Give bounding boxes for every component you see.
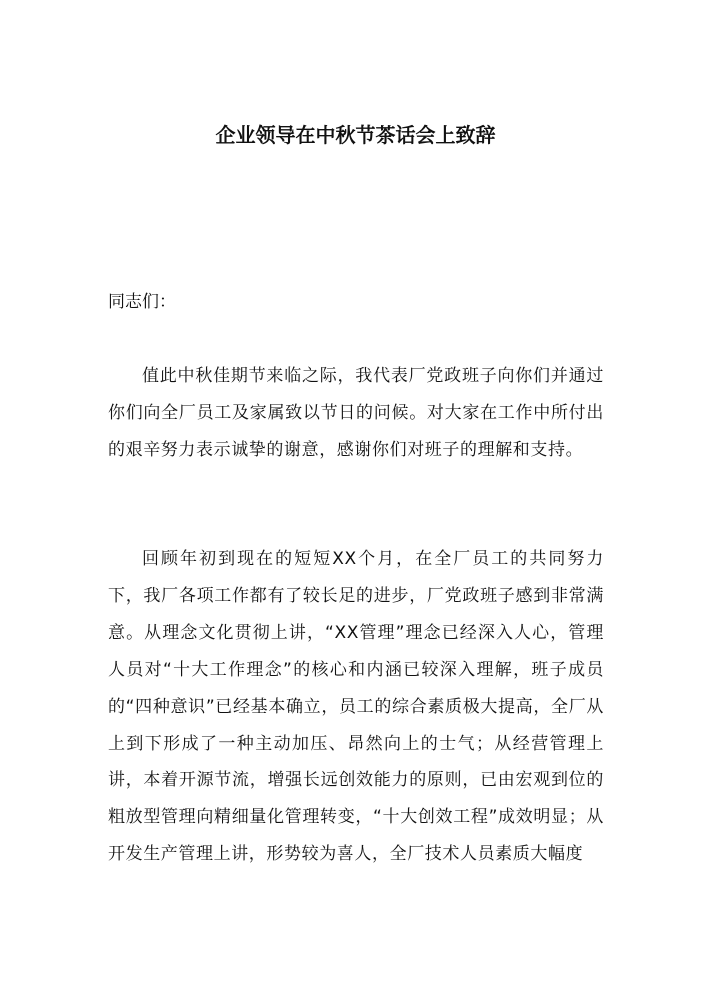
paragraph-greeting: 值此中秋佳期节来临之际，我代表厂党政班子向你们并通过你们向全厂员工及家属致以节日的问候。对大家在工作中所付出的艰辛努力表示诚挚的谢意，感谢你们对班子的理解和支持。 — [108, 366, 604, 460]
document-title: 企业领导在中秋节茶话会上致辞 — [215, 123, 496, 147]
salutation: 同志们： — [108, 292, 176, 312]
paragraph-review: 回顾年初到现在的短短XX个月，在全厂员工的共同努力下，我厂各项工作都有了较长足的进步，厂党政班子感到非常满意。从理念文化贯彻上讲，“XX管理”理念已经深入人心，管理人员对“十大工作理念”的核心和内涵已较深入理解，班子成员的“四种意识”已经基本确立，员工的综合素质极大提高，全厂从上到下形成了一种主动加压、昂然向上的士气；从经营管理上讲，本着开源节流，增强长远创效能力的原则，已由宏观到位的粗放型管理向精细量化管理转变，“十大创效工程”成效明显；从开发生产管理上讲，形势较为喜人，全厂技术人员素质大幅度 — [108, 549, 604, 865]
